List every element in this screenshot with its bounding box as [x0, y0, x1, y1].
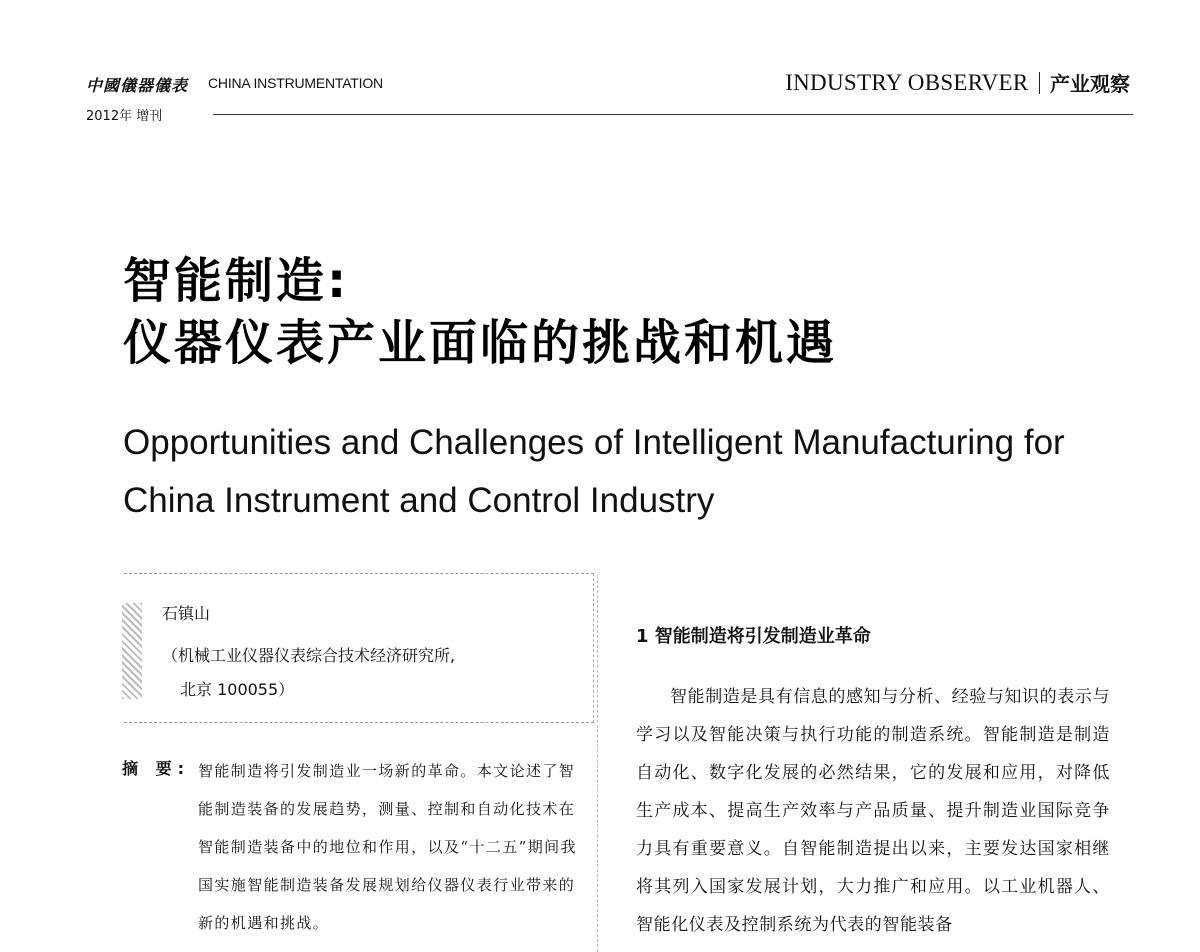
title-line-1: 智能制造:: [123, 253, 350, 309]
issue-label: 2012年 增刊: [86, 109, 163, 124]
section-1-body: 智能制造是具有信息的感知与分析、经验与知识的表示与学习以及智能决策与执行功能的制造系统。智能制造是制造自动化、数字化发展的必然结果，它的发展和应用，对降低生产成本、提高生产效率与产品质量、提升制造业国际竞争力具有重要意义。自智能制造提出以来，主要发达国家相继将其列入国家发展计划，大力推广和应用。以工业机器人、智能化仪表及控制系统为代表的智能装备: [636, 687, 1110, 935]
affiliation-line-1: （机械工业仪器仪表综合技术经济研究所,: [162, 646, 456, 665]
header-rule: [213, 114, 1133, 115]
section-separator: [1039, 72, 1041, 94]
abstract-text: 智能制造将引发制造业一场新的革命。本文论述了智能制造装备的发展趋势，测量、控制和自动化技术在智能制造装备中的地位和作用，以及“十二五”期间我国实施智能制造装备发展规划给仪器仪表行业带来的新的机遇和挑战。: [198, 762, 577, 932]
affiliation-line-2: 北京 100055）: [180, 680, 295, 699]
author-decoration: [122, 603, 142, 699]
author-name: 石镇山: [162, 604, 211, 623]
author-affiliation: [162, 639, 455, 707]
section-label-cn: 产业观察: [1050, 72, 1130, 96]
article-title-en: Opportunities and Challenges of Intelligent Manufacturing for China Instrument and Control Industry: [123, 423, 1065, 520]
article-title-cn: [123, 250, 837, 374]
abstract-label: 摘 要:: [122, 759, 190, 778]
column-divider: [597, 575, 599, 952]
author-box: [124, 573, 594, 723]
section-label-en: INDUSTRY OBSERVER: [785, 69, 1029, 95]
section-1-heading: 1 智能制造将引发制造业革命: [636, 626, 871, 647]
journal-brand-en: CHINA INSTRUMENTATION: [208, 75, 383, 91]
title-line-2: 仪器仪表产业面临的挑战和机遇: [123, 315, 838, 371]
section-header: [785, 68, 1130, 97]
journal-brand-cn: 中國儀器儀表: [86, 76, 189, 95]
